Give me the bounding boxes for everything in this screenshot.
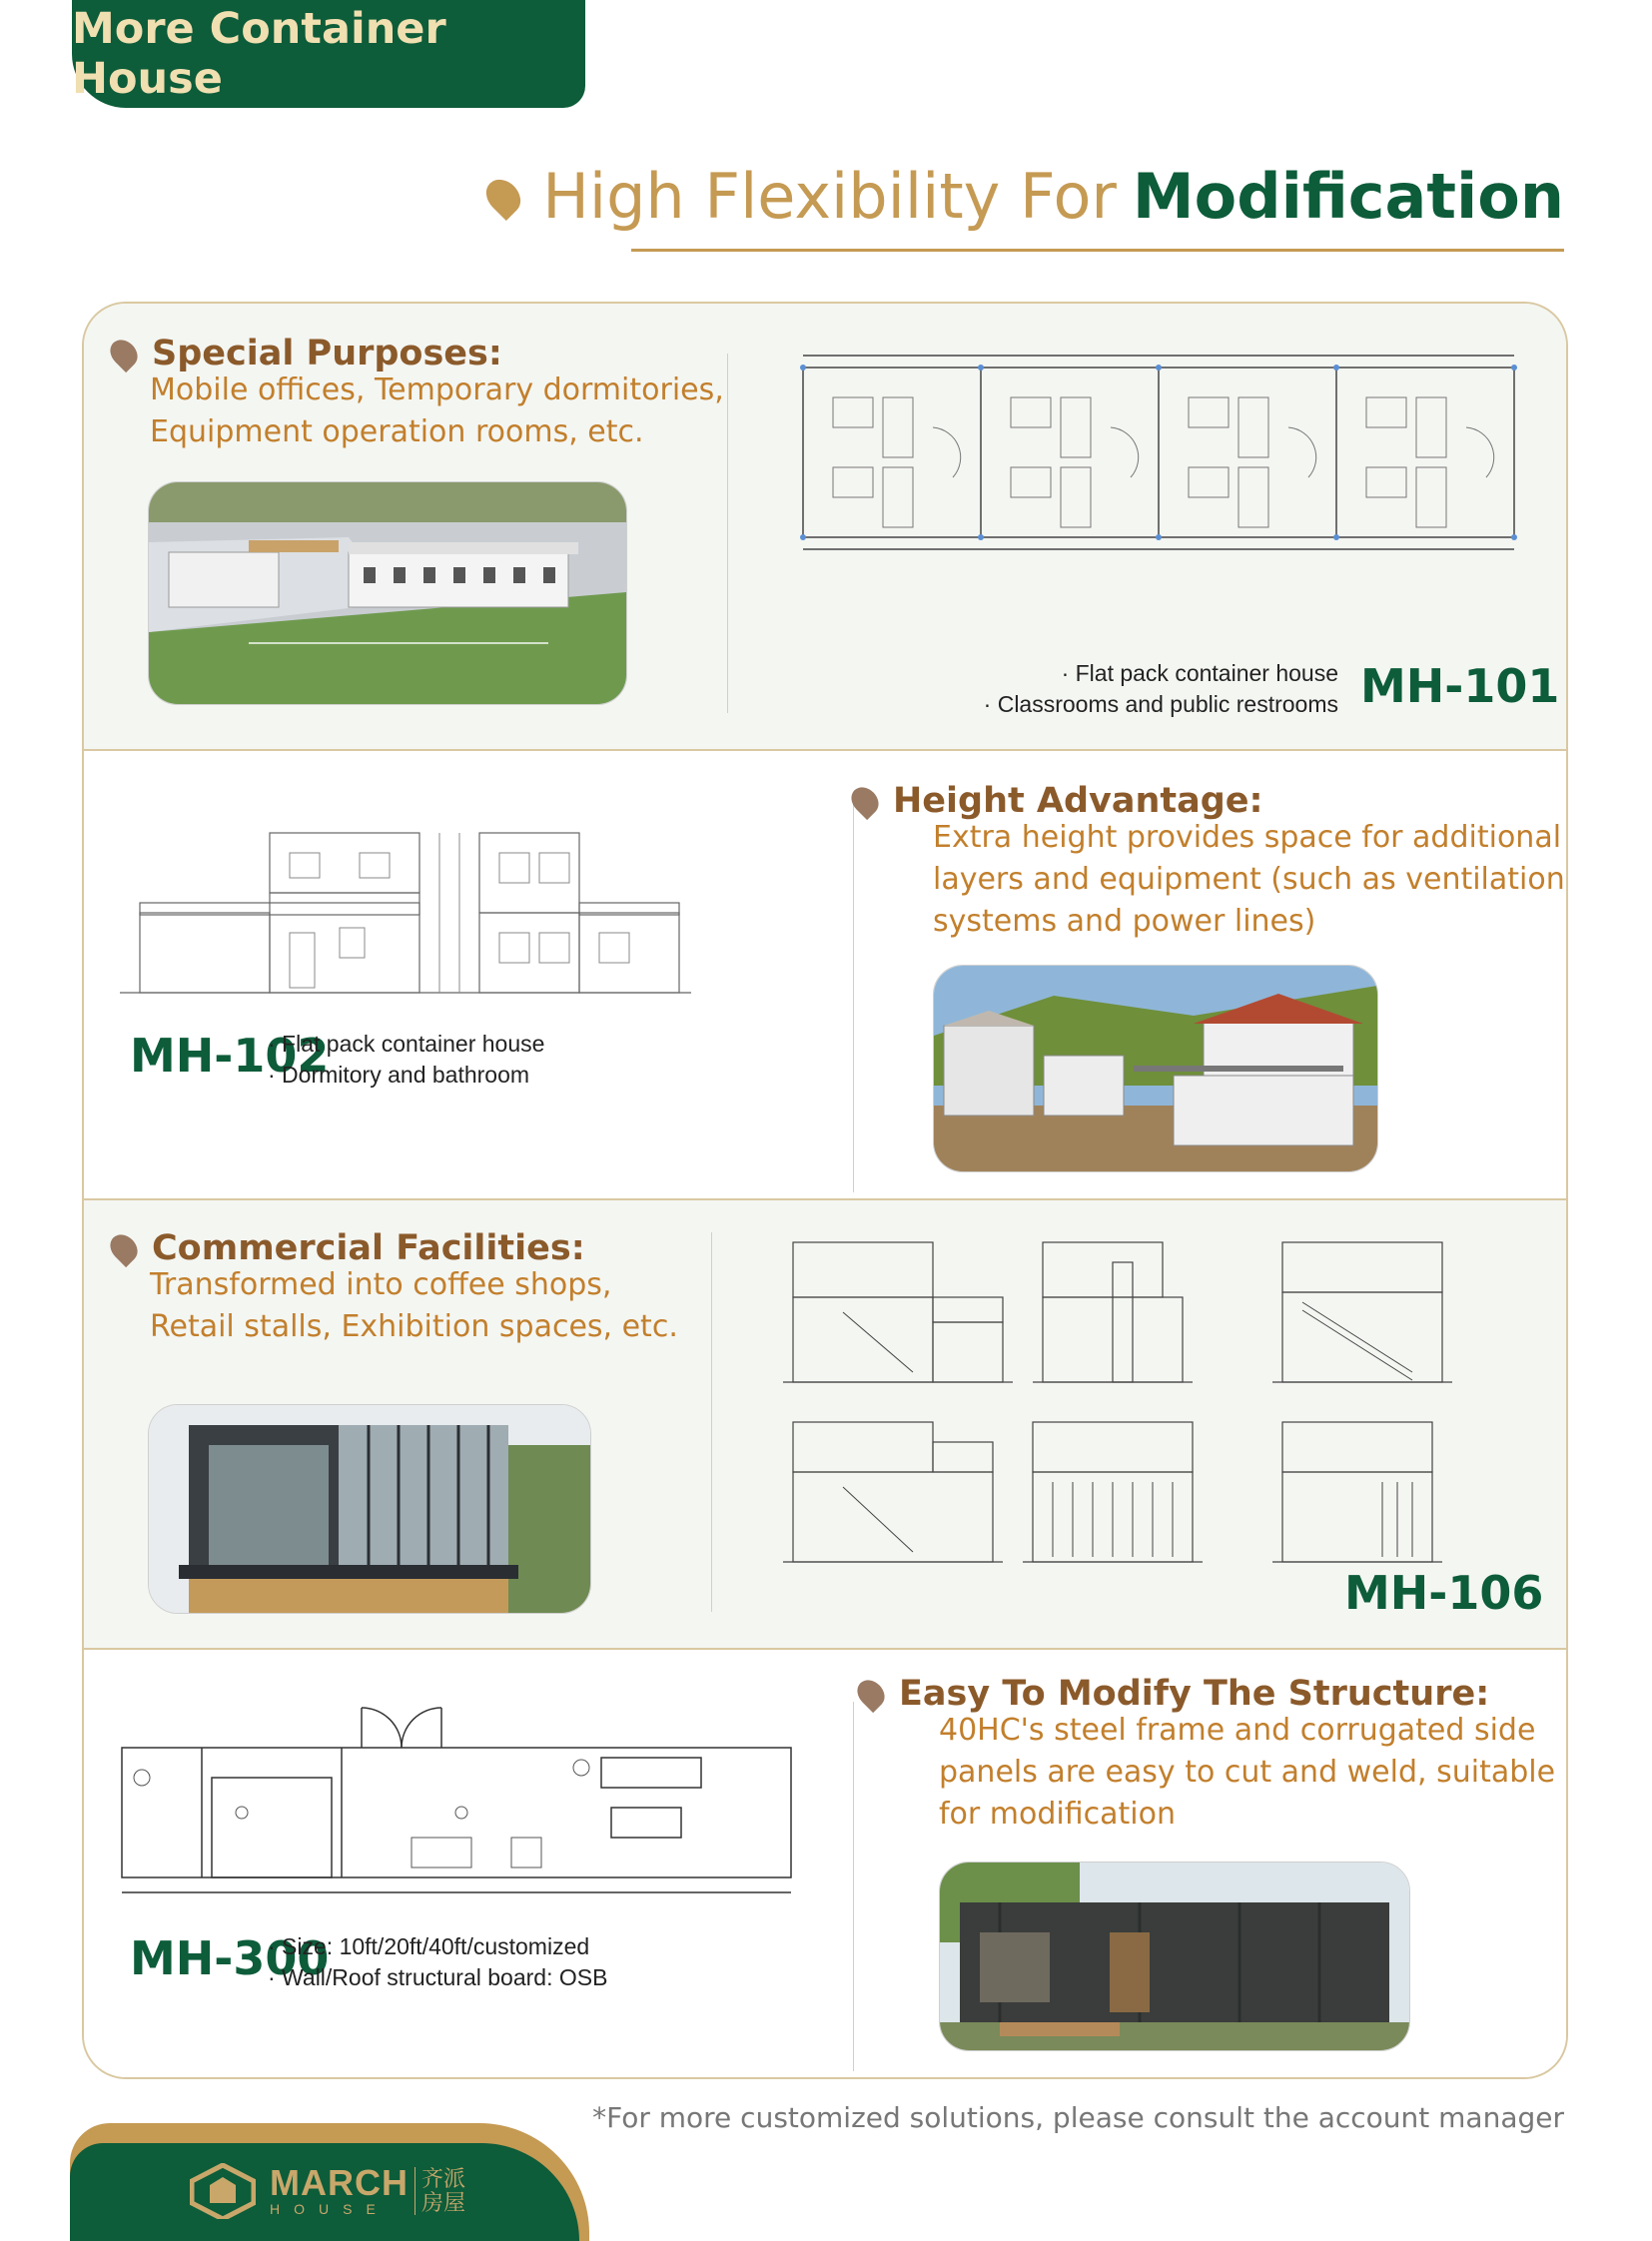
divider: [84, 1648, 1566, 1650]
march-house-logo: [190, 2163, 465, 2219]
structure-title-text: Easy To Modify The Structure:: [899, 1674, 1490, 1714]
mh300-floor-plan: [112, 1698, 811, 1907]
column-divider: [727, 354, 728, 713]
divider: [84, 749, 1566, 751]
mh101-note: · Flat pack container house: [1061, 660, 1338, 686]
structure-body: [939, 1710, 1555, 1836]
commercial-title: [112, 1228, 585, 1268]
structure-line: 40HC's steel frame and corrugated side: [939, 1713, 1536, 1748]
mh102-notes: [268, 1029, 544, 1091]
model-mh102: MH-102: [130, 1029, 330, 1083]
model-mh106: MH-106: [1344, 1566, 1544, 1620]
height-title: [853, 781, 1263, 821]
footnote: *For more customized solutions, please consult the account manager: [592, 2101, 1564, 2134]
structure-title: [859, 1674, 1489, 1714]
model-mh101: MH-101: [1360, 659, 1560, 713]
shipping-container-photo: [939, 1862, 1410, 2051]
mh101-notes: [984, 658, 1338, 720]
special-line: Mobile offices, Temporary dormitories,: [150, 373, 724, 407]
structure-line: panels are easy to cut and weld, suitable: [939, 1755, 1556, 1790]
logo-main: MARCH: [270, 2162, 409, 2203]
column-divider: [853, 803, 854, 1192]
commercial-body: [150, 1264, 678, 1348]
logo-cn-1: 齐派: [420, 2166, 465, 2191]
divider: [84, 1198, 1566, 1200]
mh300-note: · Wall/Roof structural board: OSB: [268, 1964, 608, 1990]
height-line: layers and equipment (such as ventilation: [933, 862, 1565, 897]
heading-bullet-icon: [479, 172, 527, 220]
height-line: systems and power lines): [933, 904, 1316, 939]
heading-prefix: High Flexibility For: [542, 160, 1117, 233]
heading-underline: [631, 249, 1564, 252]
mh106-elevation-drawings: [783, 1232, 1532, 1572]
special-title-text: Special Purposes:: [152, 334, 502, 374]
mh300-note: · Size: 10ft/20ft/40ft/customized: [268, 1933, 590, 1959]
special-title: [112, 334, 502, 374]
mh101-floor-plan: [793, 348, 1522, 559]
mh102-note: · Flat pack container house: [268, 1031, 545, 1057]
logo-sub: HOUSE: [270, 2201, 390, 2217]
height-title-text: Height Advantage:: [893, 781, 1263, 821]
commercial-title-text: Commercial Facilities:: [152, 1228, 585, 1268]
structure-line: for modification: [939, 1797, 1176, 1832]
heading-strong: Modification: [1132, 160, 1564, 233]
mh101-note: · Classrooms and public restrooms: [983, 691, 1338, 717]
special-line: Equipment operation rooms, etc.: [150, 414, 644, 449]
house-logo-icon: [190, 2163, 256, 2219]
commercial-line: Retail stalls, Exhibition spaces, etc.: [150, 1309, 678, 1344]
section-tag-label: More Container House: [72, 4, 446, 104]
glass-cafe-photo: [148, 1404, 591, 1614]
height-line: Extra height provides space for additional: [933, 820, 1562, 855]
content-card: [82, 302, 1568, 2079]
height-body: [933, 817, 1565, 943]
column-divider: [711, 1232, 712, 1612]
page-heading: [488, 160, 1564, 233]
mh102-elevation-drawing: [120, 813, 691, 1013]
logo-cn-2: 房屋: [420, 2190, 465, 2215]
column-divider: [853, 1702, 854, 2071]
model-mh300: MH-300: [130, 1931, 330, 1985]
office-camp-photo: [148, 481, 627, 705]
section-tag: [72, 0, 585, 108]
commercial-line: Transformed into coffee shops,: [150, 1267, 612, 1302]
two-story-house-photo: [933, 965, 1378, 1172]
mh102-note: · Dormitory and bathroom: [268, 1062, 530, 1088]
mh300-notes: [268, 1931, 607, 1993]
special-body: [150, 370, 724, 453]
